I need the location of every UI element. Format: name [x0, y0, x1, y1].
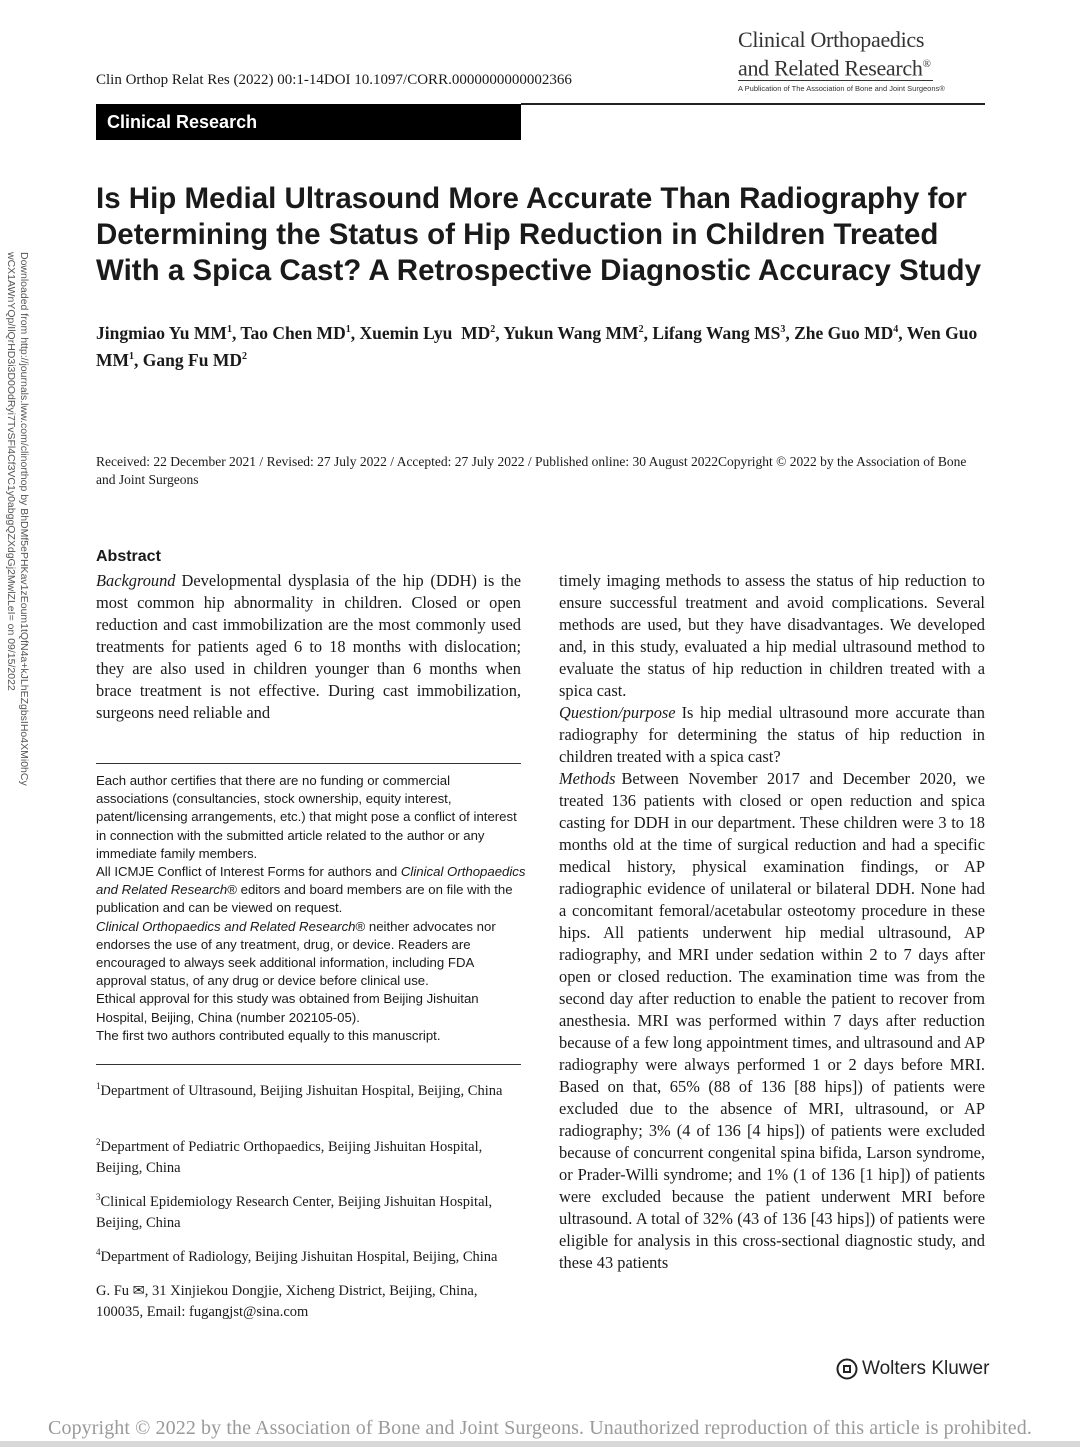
- section-banner: Clinical Research: [96, 104, 521, 140]
- author-affiliation-mark: 1: [226, 324, 232, 335]
- author-affiliation-mark: 2: [241, 350, 247, 362]
- affiliation-2: [96, 1132, 526, 1179]
- author-name: Jingmiao Yu MM: [96, 322, 227, 343]
- affiliation-text: Clinical Epidemiology Research Center, Beijing Jishuitan Hospital, Beijing, China: [96, 1193, 493, 1231]
- disclosures: [96, 772, 526, 1045]
- question-text: Is hip medial ultrasound more accurate than radiography for determining the status of hip reduction in children treated with a spica cast?: [559, 703, 985, 766]
- author-list: Jingmiao Yu $MM^1$, Tao Chen $MD^1$, Xuemin Lyu $MD^2$, Yukun Wang $MM^2$, Lifang Wang $MS^3$, Zhe Guo $MD^4$, Wen Guo $MM^1$, Gang Fu $MD^2$: [96, 322, 978, 370]
- author-affiliation-mark: 1: [345, 324, 351, 335]
- header-rule: [521, 103, 985, 105]
- author-affiliation-mark: 1: [129, 350, 135, 362]
- download-watermark-line2: wCX1AWnYQp/IlQrHD3i3D0OdRyi7TvSFl4Cf3VC1y0abggQZXdgGj2MwlZLeI= on 09/15/2022: [5, 252, 17, 691]
- methods-label: Methods: [559, 769, 616, 788]
- abstract-heading: Abstract: [96, 548, 161, 565]
- copyright-footer: Copyright © 2022 by the Association of Bone and Joint Surgeons. Unauthorized reproduction of this article is prohibited.: [48, 1417, 1032, 1439]
- abstract-right-column: [559, 570, 985, 1274]
- affiliation-number: 2: [96, 1137, 101, 1147]
- affiliation-1: [96, 1076, 526, 1102]
- author-affiliation-mark: 3: [780, 324, 786, 335]
- author-name: Lifang Wang MS: [652, 322, 781, 343]
- affiliation-number: 4: [96, 1247, 101, 1257]
- conflict-forms-a: All ICMJE Conflict of Interest Forms for authors and: [96, 864, 401, 880]
- funding-statement: Each author certifies that there are no funding or commercial associations (consultancies, stock ownership, equity interest, patent/licensing arrangements, etc.) that might pose a conflict of interest in connection with the submitted article related to the author or any immediate family members.: [96, 773, 517, 861]
- article-title: Is Hip Medial Ultrasound More Accurate Than Radiography for Determining the Status of Hip Reduction in Children Treated With a Spica Cast? A Retrospective Diagnostic Accuracy Study: [96, 182, 981, 287]
- download-watermark: [4, 252, 30, 892]
- author-name: Zhe Guo MD: [794, 322, 894, 343]
- author-affiliation-mark: 2: [638, 324, 644, 335]
- affiliation-text: Department of Radiology, Beijing Jishuitan Hospital, Beijing, China: [100, 1248, 498, 1265]
- affiliation-text: Department of Pediatric Orthopaedics, Beijing Jishuitan Hospital, Beijing, China: [96, 1138, 483, 1176]
- download-watermark-line1: Downloaded from http://journals.lww.com/clinorthop by BhDMf5ePHKav1zEoum1tQfN4a+kJLhEZgbsIHo4XMi0hCy: [18, 252, 30, 786]
- conflict-forms-journal: Clinical Orthopaedics and Related Research: [96, 864, 526, 898]
- endorsement-journal: Clinical Orthopaedics and Related Research: [96, 918, 356, 934]
- question-label: Question/purpose: [559, 703, 676, 722]
- page-bottom-bar: [0, 1441, 1080, 1447]
- author-affiliation-mark: 2: [490, 324, 496, 335]
- journal-logo-line2-text: and Related Research: [738, 55, 923, 81]
- background-label: Background: [96, 571, 176, 590]
- publication-dates: Received: 22 December 2021 / Revised: 27 July 2022 / Accepted: 27 July 2022 / Published online: 30 August 2022Copyright © 2022 by the Association of Bone and Joint Surgeons: [96, 454, 967, 487]
- affiliation-number: 1: [96, 1081, 101, 1091]
- endorsement-text: ® neither advocates nor endorses the use of any treatment, drug, or device. Readers are encouraged to always seek additional information, including FDA approval status, of any drug or device before clinical use.: [96, 918, 496, 989]
- journal-logo-line2: [738, 52, 933, 81]
- journal-logo-tagline: A Publication of The Association of Bone and Joint Surgeons®: [738, 84, 945, 94]
- affiliation-3: [96, 1187, 526, 1234]
- journal-logo: [738, 27, 988, 93]
- author-name: Gang Fu MD: [142, 349, 242, 370]
- wolters-kluwer-icon: [836, 1358, 858, 1380]
- conflict-forms-statement: [96, 863, 526, 918]
- publisher-name: Wolters Kluwer: [862, 1358, 990, 1379]
- author-name: Wen Guo MM: [96, 322, 978, 370]
- affiliation-number: 3: [96, 1192, 101, 1202]
- abstract-background-left: [96, 570, 521, 724]
- footnote-rule-top: [96, 763, 521, 764]
- correspondence-address: G. Fu ✉, 31 Xinjiekou Dongjie, Xicheng District, Beijing, China, 100035, Email: fugangjst@sina.com: [96, 1283, 478, 1320]
- background-text-right: timely imaging methods to assess the status of hip reduction to ensure successful treatment and avoid complications. Several methods are used, but they have disadvantages. We developed and, in this study, evaluated a hip medial ultrasound method to evaluate the status of hip reduction in children treated with a spica cast.: [559, 571, 985, 700]
- methods-text: Between November 2017 and December 2020, we treated 136 patients with closed or open reduction and spica casting for DDH in our department. These children were 3 to 18 months old at the time of surgical reduction and had a specific medical history, physical examination findings, or AP radiographic evidence of unilateral or bilateral DDH. None had a concomitant femoral/acetabular osteotomy procedure in these hips. All patients underwent hip medial ultrasound, AP radiography, and MRI under sedation within 2 to 7 days after open or closed reduction. The examination time was from the second day after reduction to enable the patient to recover from anesthesia. MRI was performed within 7 days after reduction because of a few long appointment times, and ultrasound and AP radiography were always performed 1 or 2 days before MRI. Based on that, 65% (88 of 136 [88 hips]) of patients were excluded due to the absence of MRI, ultrasound, or AP radiography; 3% (4 of 136 [4 hips]) of patients were excluded because of concurrent congenital spina bifida, Larson syndrome, or Prader-Willi syndrome; and 1% (1 of 136 [1 hip]) of patients were excluded because the patient underwent MRI before ultrasound. A total of 32% (43 of 136 [43 hips]) of patients were eligible for analysis in this cross-sectional diagnostic study, and these 43 patients: [559, 769, 985, 1272]
- citation-line: Clin Orthop Relat Res (2022) 00:1-14DOI 10.1097/CORR.0000000000002366: [96, 72, 572, 88]
- affiliation-4: [96, 1242, 526, 1268]
- endorsement-statement: [96, 918, 526, 991]
- question-paragraph: [559, 702, 985, 768]
- author-name: Tao Chen MD: [240, 322, 346, 343]
- journal-logo-line1: Clinical Orthopaedics: [738, 27, 925, 52]
- author-name: Xuemin Lyu MD: [359, 322, 491, 343]
- methods-paragraph: [559, 768, 985, 1274]
- footnote-rule-bottom: [96, 1064, 521, 1065]
- ethics-statement: Ethical approval for this study was obtained from Beijing Jishuitan Hospital, Beijing, China (number 202105-05).: [96, 991, 479, 1025]
- author-affiliation-mark: 4: [893, 324, 899, 335]
- affiliation-text: Department of Ultrasound, Beijing Jishuitan Hospital, Beijing, China: [100, 1082, 503, 1099]
- conflict-forms-c: ® editors and board members are on file with the publication and can be viewed on request.: [96, 882, 513, 916]
- background-text-left: Developmental dysplasia of the hip (DDH) is the most common hip abnormality in children. Closed or open reduction and cast immobilization are the most commonly used treatments for patients aged 6 to 18 months with dislocation; they are also used in children younger than 6 months when brace treatment is not effective. During cast immobilization, surgeons need reliable and: [96, 571, 521, 722]
- publisher-logo: [836, 1358, 989, 1380]
- equal-contribution-statement: The first two authors contributed equally to this manuscript.: [96, 1027, 441, 1043]
- author-name: Yukun Wang MM: [503, 322, 639, 343]
- registered-mark: ®: [922, 58, 931, 70]
